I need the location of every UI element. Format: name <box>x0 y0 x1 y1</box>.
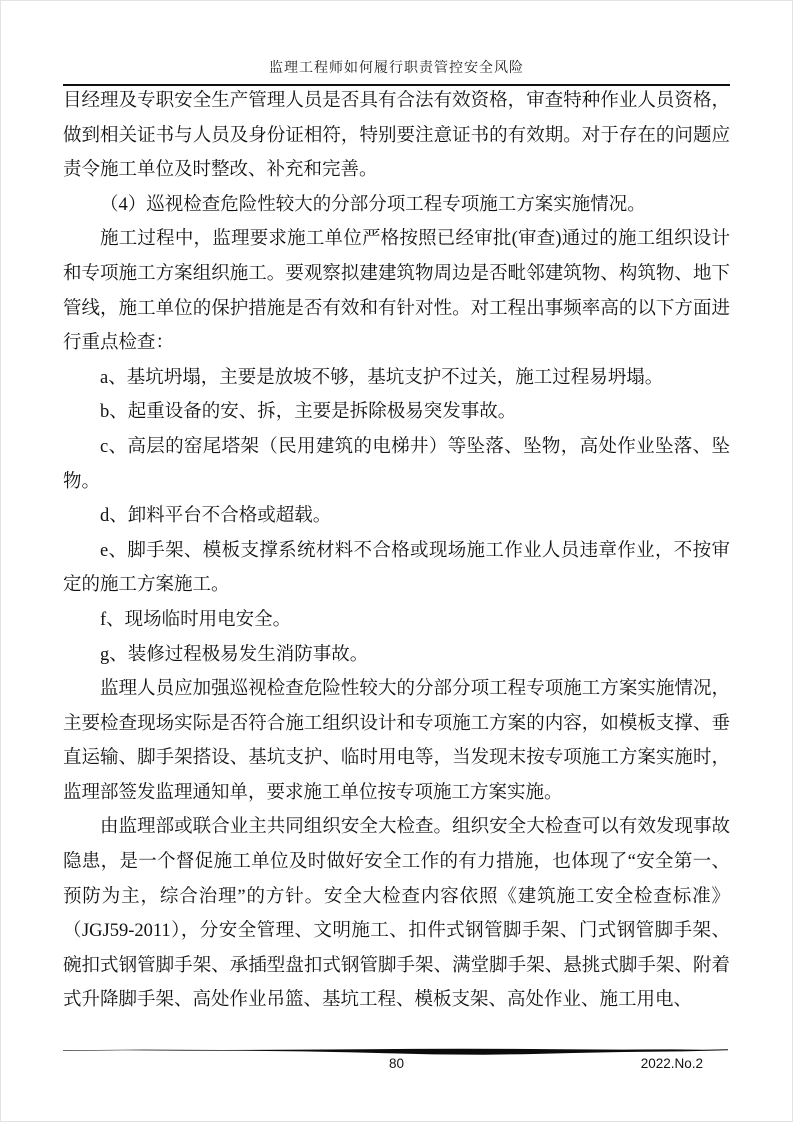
body-paragraph: 目经理及专职安全生产管理人员是否具有合法有效资格，审查特种作业人员资格，做到相关证书与人员及身份证相符，特别要注意证书的有效期。对于存在的问题应责令施工单位及时整改、补充和完善。 <box>63 91 730 181</box>
footer-page-number: 80 <box>388 1056 405 1071</box>
body-paragraph: a、基坑坍塌，主要是放坡不够，基坑支护不过关，施工过程易坍塌。 <box>100 367 664 388</box>
body-text <box>63 84 730 1018</box>
body-paragraph: f、现场临时用电安全。 <box>100 609 292 630</box>
body-paragraph: （4）巡视检查危险性较大的分部分项工程专项施工方案实施情况。 <box>100 194 646 215</box>
body-paragraph: c、高层的窑尾塔架（民用建筑的电梯井）等坠落、坠物，高处作业坠落、坠物。 <box>63 436 730 492</box>
footer-issue-label: 2022.No.2 <box>640 1056 703 1071</box>
running-header-title: 监理工程师如何履行职责管控安全风险 <box>269 61 524 76</box>
body-paragraph: b、起重设备的安、拆，主要是拆除极易突发事故。 <box>100 402 517 423</box>
body-paragraph: g、装修过程极易发生消防事故。 <box>100 644 369 665</box>
body-paragraph: 施工过程中，监理要求施工单位严格按照已经审批(审查)通过的施工组织设计和专项施工方案组织施工。要观察拟建建筑物周边是否毗邻建筑物、构筑物、地下管线，施工单位的保护措施是否有效和有针对性。对工程出事频率高的以下方面进行重点检查： <box>63 229 730 354</box>
running-header <box>63 57 730 86</box>
body-paragraph: 监理人员应加强巡视检查危险性较大的分部分项工程专项施工方案实施情况，主要检查现场实际是否符合施工组织设计和专项施工方案的内容，如模板支撑、垂直运输、脚手架搭设、基坑支护、临时用电等，当发现末按专项施工方案实施时，监理部签发监理通知单，要求施工单位按专项施工方案实施。 <box>63 679 730 803</box>
body-paragraph: 由监理部或联合业主共同组织安全大检查。组织安全大检查可以有效发现事故隐患，是一个督促施工单位及时做好安全工作的有力措施，也体现了“安全第一、预防为主，综合治理”的方针。安全大检查内容依照《建筑施工安全检查标准》（JGJ59-2011），分安全管理、文明施工、扣件式钢管脚手架、门式钢管脚手架、碗扣式钢管脚手架、承插型盘扣式钢管脚手架、满堂脚手架、悬挑式脚手架、附着式升降脚手架、高处作业吊篮、基坑工程、模板支架、高处作业、施工用电、 <box>63 817 730 1011</box>
body-paragraph: e、脚手架、模板支撑系统材料不合格或现场施工作业人员违章作业，不按审定的施工方案施工。 <box>63 540 730 596</box>
body-paragraph: d、卸料平台不合格或超载。 <box>100 506 332 527</box>
